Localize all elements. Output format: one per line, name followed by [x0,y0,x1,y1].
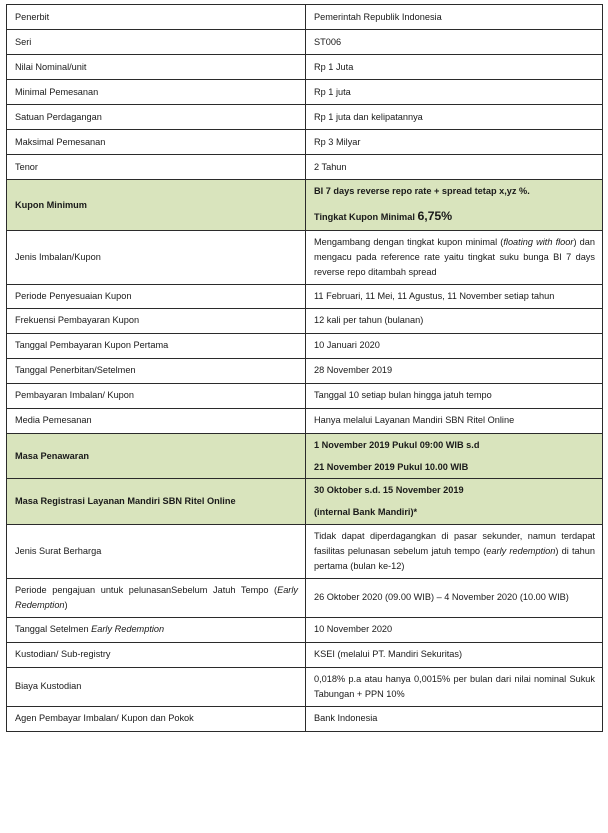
value-masa-penawaran [306,433,603,479]
tanggal-setelmen-italic-1: Early Redemption [91,624,165,635]
value-seri: ST006 [306,30,603,55]
masa-registrasi-note: (internal Bank Mandiri)* [314,507,418,518]
tanggal-setelmen-text-1: Tanggal Setelmen [15,624,92,635]
value-jenis-imbalan [306,231,603,285]
label-periode-pengajuan [7,578,306,617]
table-row-periode-pengajuan [7,578,603,617]
label-agen-pembayar: Agen Pembayar Imbalan/ Kupon dan Pokok [7,706,306,731]
label-penerbit: Penerbit [7,5,306,30]
label-frekuensi-pembayaran: Frekuensi Pembayaran Kupon [7,308,306,333]
jenis-imbalan-text-2: ) dan mengacu pada reference rate yaitu tingkat suku bunga BI 7 days reverse repo ditambah spread [314,237,595,277]
table-row-masa-registrasi [7,479,603,525]
table-row-frekuensi-pembayaran [7,308,603,333]
label-tenor: Tenor [7,155,306,180]
table-row-masa-penawaran [7,433,603,479]
table-row-kupon-pertama [7,333,603,358]
value-minimal-pemesanan: Rp 1 juta [306,80,603,105]
label-jenis-imbalan: Jenis Imbalan/Kupon [7,231,306,285]
kupon-minimum-rate-prefix: Tingkat Kupon Minimal [314,211,418,222]
value-jenis-surat-berharga [306,525,603,579]
jenis-surat-italic-1: early redemption [486,546,556,557]
table-row-biaya-kustodian [7,667,603,706]
label-minimal-pemesanan: Minimal Pemesanan [7,80,306,105]
bond-specification-table [6,4,603,732]
kupon-minimum-rate-line [314,206,595,226]
label-jenis-surat-berharga: Jenis Surat Berharga [7,525,306,579]
value-kupon-minimum [306,180,603,231]
table-row-tanggal-setelmen-er [7,617,603,642]
value-satuan-perdagangan: Rp 1 juta dan kelipatannya [306,105,603,130]
label-masa-registrasi: Masa Registrasi Layanan Mandiri SBN Ritel Online [7,479,306,525]
value-agen-pembayar: Bank Indonesia [306,706,603,731]
table-row-maksimal-pemesanan [7,130,603,155]
label-media-pemesanan: Media Pemesanan [7,408,306,433]
table-body [7,5,603,732]
table-row-penerbit [7,5,603,30]
table-row-agen-pembayar [7,706,603,731]
table-row-tenor [7,155,603,180]
table-row-kustodian [7,642,603,667]
jenis-surat-text-2: ) di tahun pertama (bulan ke-12) [314,546,595,572]
value-tenor: 2 Tahun [306,155,603,180]
value-pembayaran-imbalan: Tanggal 10 setiap bulan hingga jatuh tempo [306,383,603,408]
periode-pengajuan-text-1: Periode pengajuan untuk pelunasanSebelum Jatuh Tempo ( [15,584,278,595]
label-maksimal-pemesanan: Maksimal Pemesanan [7,130,306,155]
label-kupon-pertama: Tanggal Pembayaran Kupon Pertama [7,333,306,358]
table-row-nilai-nominal [7,55,603,80]
table-row-minimal-pemesanan [7,80,603,105]
label-kupon-minimum: Kupon Minimum [7,180,306,231]
value-media-pemesanan: Hanya melalui Layanan Mandiri SBN Ritel Online [306,408,603,433]
label-kustodian: Kustodian/ Sub-registry [7,642,306,667]
kupon-minimum-formula: BI 7 days reverse repo rate + spread tetap x,yz %. [314,186,530,196]
jenis-surat-text-1: Tidak dapat diperdagangkan di pasar sekunder, namun terdapat fasilitas pelunasan sebelum jatuh tempo ( [314,531,595,557]
label-tanggal-penerbitan: Tanggal Penerbitan/Setelmen [7,358,306,383]
periode-pengajuan-text-2: ) [64,599,68,610]
table-row-media-pemesanan [7,408,603,433]
value-maksimal-pemesanan: Rp 3 Milyar [306,130,603,155]
value-tanggal-penerbitan: 28 November 2019 [306,358,603,383]
label-masa-penawaran: Masa Penawaran [7,433,306,479]
table-row-seri [7,30,603,55]
label-biaya-kustodian: Biaya Kustodian [7,667,306,706]
value-biaya-kustodian: 0,018% p.a atau hanya 0,0015% per bulan dari nilai nominal Sukuk Tabungan + PPN 10% [306,667,603,706]
value-masa-registrasi [306,479,603,525]
value-kustodian: KSEI (melalui PT. Mandiri Sekuritas) [306,642,603,667]
kupon-minimum-rate-value: 6,75% [417,208,453,223]
periode-pengajuan-italic-1: Early Redemption [15,584,298,610]
value-periode-penyesuaian: 11 Februari, 11 Mei, 11 Agustus, 11 November setiap tahun [306,284,603,308]
table-row-tanggal-penerbitan [7,358,603,383]
label-nilai-nominal: Nilai Nominal/unit [7,55,306,80]
table-row-jenis-imbalan [7,231,603,285]
masa-registrasi-range: 30 Oktober s.d. 15 November 2019 [314,485,464,496]
table-row-satuan-perdagangan [7,105,603,130]
value-frekuensi-pembayaran: 12 kali per tahun (bulanan) [306,308,603,333]
value-nilai-nominal: Rp 1 Juta [306,55,603,80]
table-row-jenis-surat-berharga [7,525,603,579]
label-periode-penyesuaian: Periode Penyesuaian Kupon [7,284,306,308]
jenis-imbalan-text-1: Mengambang dengan tingkat kupon minimal ( [314,237,504,247]
masa-penawaran-end: 21 November 2019 Pukul 10.00 WIB [314,461,469,472]
table-row-kupon-minimum [7,180,603,231]
masa-penawaran-start: 1 November 2019 Pukul 09:00 WIB s.d [314,439,480,450]
value-kupon-pertama: 10 Januari 2020 [306,333,603,358]
jenis-imbalan-italic-1: floating with floor [503,237,574,247]
label-seri: Seri [7,30,306,55]
label-pembayaran-imbalan: Pembayaran Imbalan/ Kupon [7,383,306,408]
label-satuan-perdagangan: Satuan Perdagangan [7,105,306,130]
table-row-pembayaran-imbalan [7,383,603,408]
value-tanggal-setelmen-er: 10 November 2020 [306,617,603,642]
value-periode-pengajuan: 26 Oktober 2020 (09.00 WIB) – 4 November 2020 (10.00 WIB) [306,578,603,617]
value-penerbit: Pemerintah Republik Indonesia [306,5,603,30]
label-tanggal-setelmen-er [7,617,306,642]
table-row-periode-penyesuaian [7,284,603,308]
